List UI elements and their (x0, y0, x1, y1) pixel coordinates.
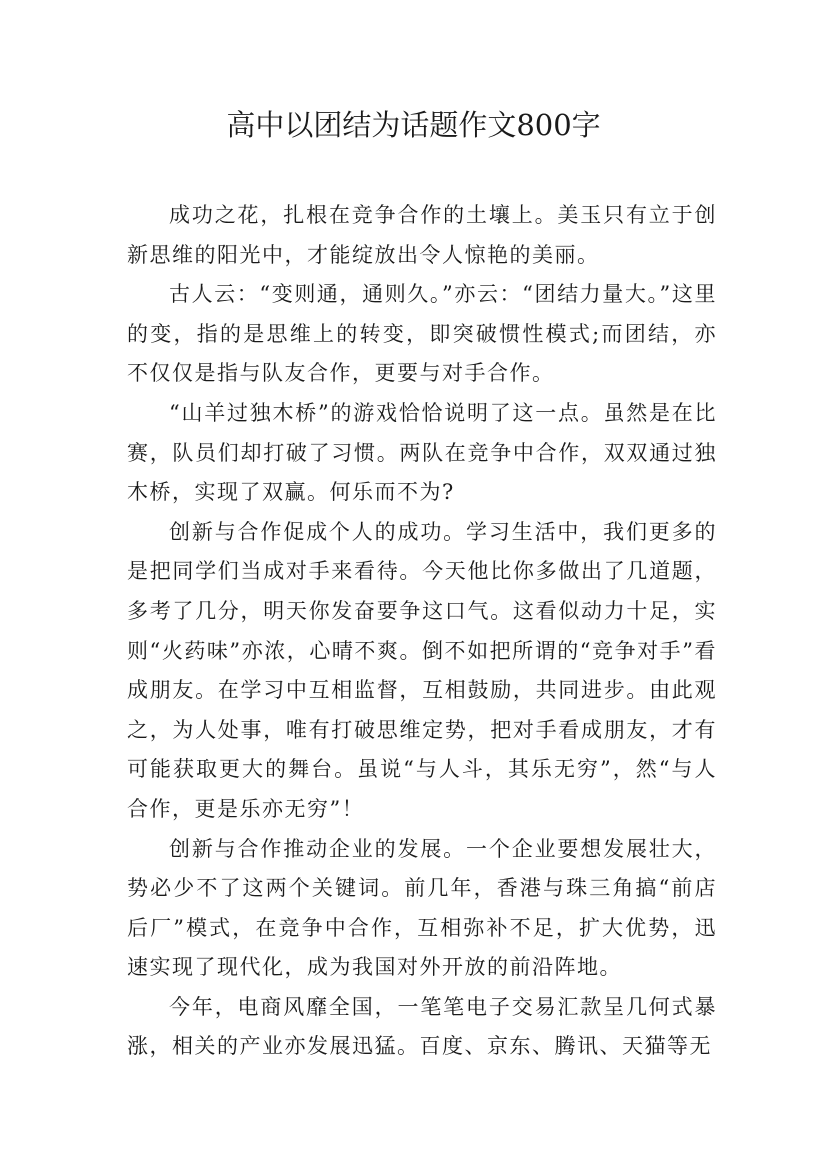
paragraph-4: 创新与合作促成个人的成功。学习生活中，我们更多的是把同学们当成对手来看待。今天他比你多做出了几道题，多考了几分，明天你发奋要争这口气。这看似动力十足，实则“火药味”亦浓，心晴不爽。倒不如把所谓的“竞争对手”看成朋友。在学习中互相监督，互相鼓励，共同进步。由此观之，为人处事，唯有打破思维定势，把对手看成朋友，才有可能获取更大的舞台。虽说“与人斗，其乐无穷”，然“与人合作，更是乐亦无穷”！ (127, 519, 717, 821)
document-body (127, 196, 717, 1067)
paragraph-6: 今年，电商风靡全国，一笔笔电子交易汇款呈几何式暴涨，相关的产业亦发展迅猛。百度、京东、腾讯、天猫等无 (127, 994, 717, 1059)
document-title: 高中以团结为话题作文800字 (226, 108, 601, 142)
paragraph-3: “山羊过独木桥”的游戏恰恰说明了这一点。虽然是在比赛，队员们却打破了习惯。两队在竞争中合作，双双通过独木桥，实现了双赢。何乐而不为? (127, 400, 717, 505)
paragraph-2: 古人云：“变则通，通则久。”亦云：“团结力量大。”这里的变，指的是思维上的转变，即突破惯性模式;而团结，亦不仅仅是指与队友合作，更要与对手合作。 (127, 282, 717, 386)
paragraph-1: 成功之花，扎根在竞争合作的土壤上。美玉只有立于创新思维的阳光中，才能绽放出令人惊艳的美丽。 (127, 203, 717, 267)
paragraph-5: 创新与合作推动企业的发展。一个企业要想发展壮大，势必少不了这两个关键词。前几年，香港与珠三角搞“前店后厂”模式，在竞争中合作，互相弥补不足，扩大优势，迅速实现了现代化，成为我国对外开放的前沿阵地。 (127, 836, 717, 980)
